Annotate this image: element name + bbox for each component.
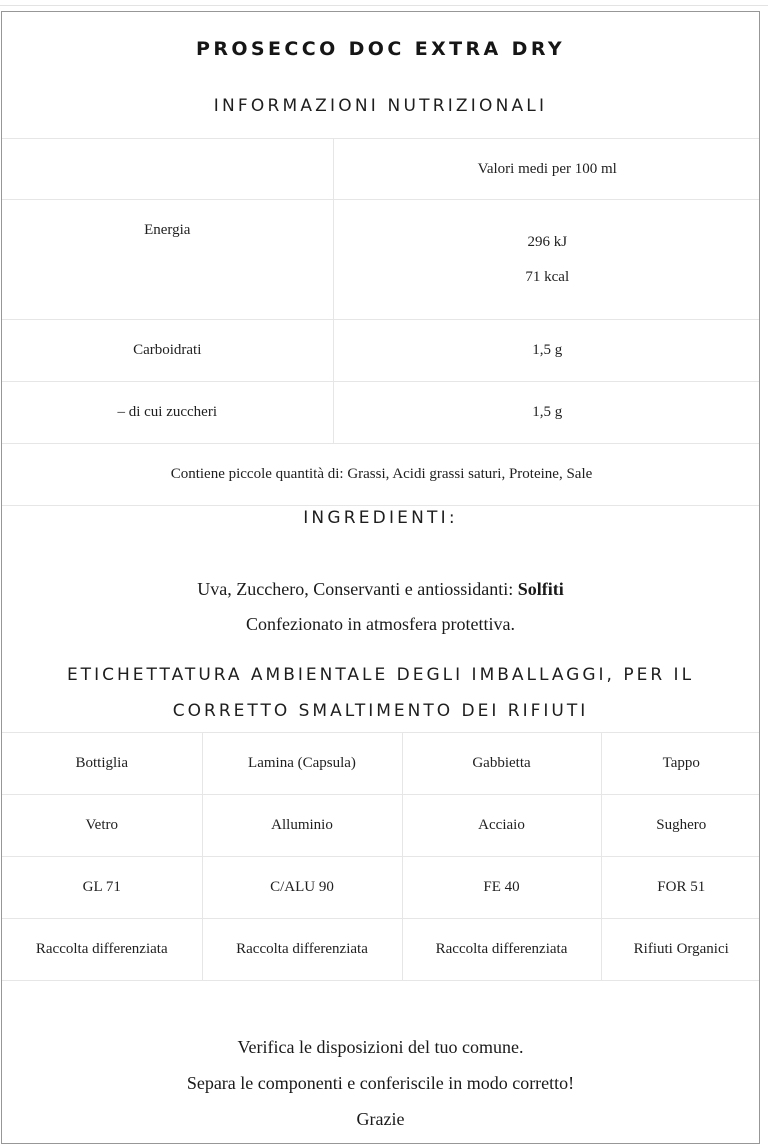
material-cell: Sughero [601, 795, 760, 857]
material-cell: Alluminio [202, 795, 402, 857]
closing-line-1: Verifica le disposizioni del tuo comune. [237, 1037, 524, 1057]
table-row [2, 795, 760, 857]
table-row [2, 857, 760, 919]
disposal-cell: Raccolta differenziata [202, 919, 402, 981]
closing-line-2: Separa le componenti e conferiscile in modo corretto! [186, 1073, 575, 1093]
nutrition-table [2, 138, 760, 506]
nutrient-value-energy [333, 200, 760, 320]
table-row [2, 382, 760, 444]
nutrient-label-sugars: – di cui zuccheri [2, 382, 333, 444]
component-cell: Tappo [601, 733, 760, 795]
nutrient-label-energy: Energia [2, 200, 333, 320]
nutrient-label-carbs: Carboidrati [2, 320, 333, 382]
packaging-table [2, 732, 760, 981]
component-cell: Lamina (Capsula) [202, 733, 402, 795]
material-cell: Acciaio [402, 795, 601, 857]
packaging-note: Confezionato in atmosfera protettiva. [246, 614, 515, 634]
table-row [2, 919, 760, 981]
code-cell: GL 71 [2, 857, 202, 919]
table-row [2, 320, 760, 382]
nutrition-column-header: Valori medi per 100 ml [333, 139, 760, 200]
nutrient-value-sugars: 1,5 g [333, 382, 760, 444]
code-cell: C/ALU 90 [202, 857, 402, 919]
product-title: PROSECCO DOC EXTRA DRY [196, 38, 565, 60]
table-row [2, 444, 760, 506]
environmental-heading [2, 657, 759, 729]
component-cell: Gabbietta [402, 733, 601, 795]
disposal-cell: Rifiuti Organici [601, 919, 760, 981]
ingredients-list-text: Uva, Zucchero, Conservanti e antiossidanti: [197, 579, 518, 599]
energy-kcal: 71 kcal [525, 268, 570, 285]
nutrition-header-empty [2, 139, 333, 200]
disposal-cell: Raccolta differenziata [402, 919, 601, 981]
environmental-heading-line2: CORRETTO SMALTIMENTO DEI RIFIUTI [172, 701, 589, 721]
nutrition-heading: INFORMAZIONI NUTRIZIONALI [213, 96, 548, 116]
label-card [1, 11, 760, 1144]
ingredients-heading: INGREDIENTI: [303, 508, 458, 528]
environmental-heading-line1: ETICHETTATURA AMBIENTALE DEGLI IMBALLAGGI, PER IL [66, 665, 695, 685]
energy-kj: 296 kJ [527, 233, 568, 250]
disposal-cell: Raccolta differenziata [2, 919, 202, 981]
table-row [2, 733, 760, 795]
material-cell: Vetro [2, 795, 202, 857]
component-cell: Bottiglia [2, 733, 202, 795]
table-row [2, 139, 760, 200]
ingredients-list [2, 572, 759, 607]
nutrition-footnote: Contiene piccole quantità di: Grassi, Acidi grassi saturi, Proteine, Sale [2, 444, 760, 506]
ingredients-block [2, 572, 759, 642]
code-cell: FOR 51 [601, 857, 760, 919]
nutrient-value-carbs: 1,5 g [333, 320, 760, 382]
closing-line-3: Grazie [356, 1109, 405, 1129]
table-row [2, 200, 760, 320]
code-cell: FE 40 [402, 857, 601, 919]
top-divider [0, 5, 768, 6]
closing-message [2, 1029, 759, 1137]
allergen-sulfites: Solfiti [517, 579, 564, 599]
